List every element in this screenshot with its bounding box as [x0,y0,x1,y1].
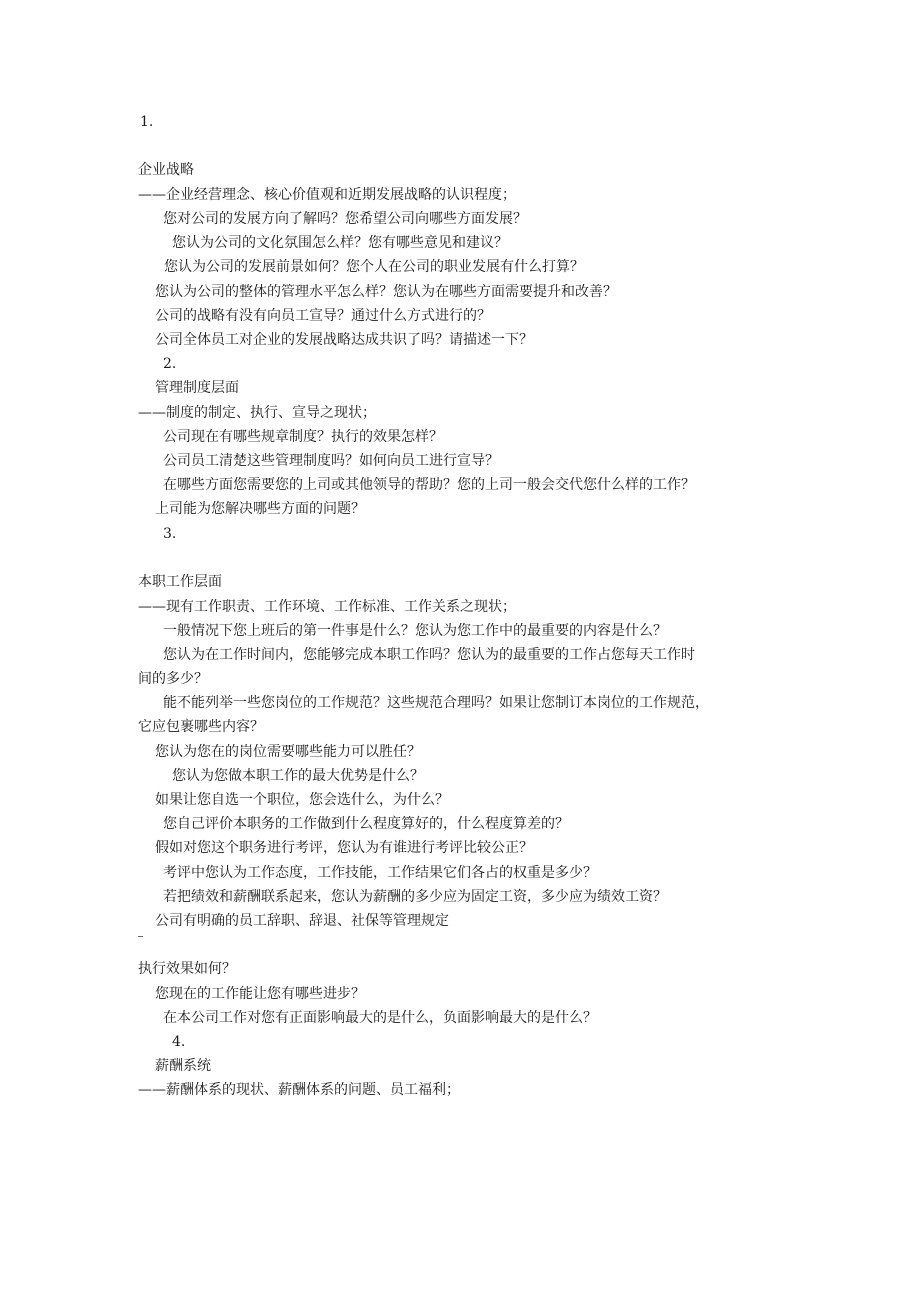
question-line: 您认为公司的发展前景如何？您个人在公司的职业发展有什么打算？ [164,259,584,275]
section-heading: 薪酬系统 [155,1058,211,1074]
question-line: 您认为公司的文化氛围怎么样？您有哪些意见和建议？ [172,235,508,251]
section-heading: 企业战略 [138,162,194,178]
section-number: 1. [140,114,154,130]
question-line: 您认为您在的岗位需要哪些能力可以胜任？ [155,744,421,760]
question-line: 公司全体员工对企业的发展战略达成共识了吗？请描述一下？ [155,332,533,348]
question-line: 您认为公司的整体的管理水平怎么样？您认为在哪些方面需要提升和改善？ [155,284,617,300]
question-line: 上司能为您解决哪些方面的问题？ [155,501,365,517]
question-line: 您自己评价本职务的工作做到什么程度算好的，什么程度算差的？ [163,816,569,832]
section-description: ——现有工作职责、工作环境、工作标准、工作关系之现状； [138,599,516,615]
question-line: 公司员工清楚这些管理制度吗？如何向员工进行宣导？ [163,453,499,469]
question-line: 一般情况下您上班后的第一件事是什么？您认为您工作中的最重要的内容是什么？ [163,623,667,639]
question-line: 您认为在工作时间内，您能够完成本职工作吗？您认为的最重要的工作占您每天工作时 [163,647,695,663]
stray-dash-mark [138,936,143,937]
question-line: 您现在的工作能让您有哪些进步？ [155,986,365,1002]
section-heading: 管理制度层面 [155,380,239,396]
question-line: 能不能列举一些您岗位的工作规范？这些规范合理吗？如果让您制订本岗位的工作规范， [163,695,709,711]
section-number: 3. [163,526,177,542]
question-line: 在本公司工作对您有正面影响最大的是什么，负面影响最大的是什么？ [163,1010,597,1026]
question-line: 公司有明确的员工辞职、辞退、社保等管理规定 [155,913,449,929]
question-line: 公司现在有哪些规章制度？执行的效果怎样？ [163,429,443,445]
section-description: ——企业经营理念、核心价值观和近期发展战略的认识程度； [138,187,516,203]
question-line: 如果让您自选一个职位，您会选什么，为什么？ [155,792,449,808]
question-line: 若把绩效和薪酬联系起来，您认为薪酬的多少应为固定工资，多少应为绩效工资？ [163,889,667,905]
question-line-continued: 间的多少？ [138,671,208,687]
question-line-continued: 执行效果如何？ [138,961,236,977]
section-heading: 本职工作层面 [138,574,222,590]
section-description: ——薪酬体系的现状、薪酬体系的问题、员工福利； [138,1082,460,1098]
section-number: 2. [163,356,177,372]
question-line: 您认为您做本职工作的最大优势是什么？ [172,768,424,784]
question-line: 假如对您这个职务进行考评，您认为有谁进行考评比较公正？ [155,840,533,856]
question-line: 考评中您认为工作态度，工作技能，工作结果它们各占的权重是多少？ [163,865,597,881]
section-description: ——制度的制定、执行、宣导之现状； [138,405,376,421]
question-line-continued: 它应包裹哪些内容？ [138,719,264,735]
question-line: 公司的战略有没有向员工宣导？通过什么方式进行的？ [155,308,491,324]
question-line: 您对公司的发展方向了解吗？您希望公司向哪些方面发展？ [163,211,527,227]
section-number: 4. [172,1034,186,1050]
question-line: 在哪些方面您需要您的上司或其他领导的帮助？您的上司一般会交代您什么样的工作？ [163,477,695,493]
